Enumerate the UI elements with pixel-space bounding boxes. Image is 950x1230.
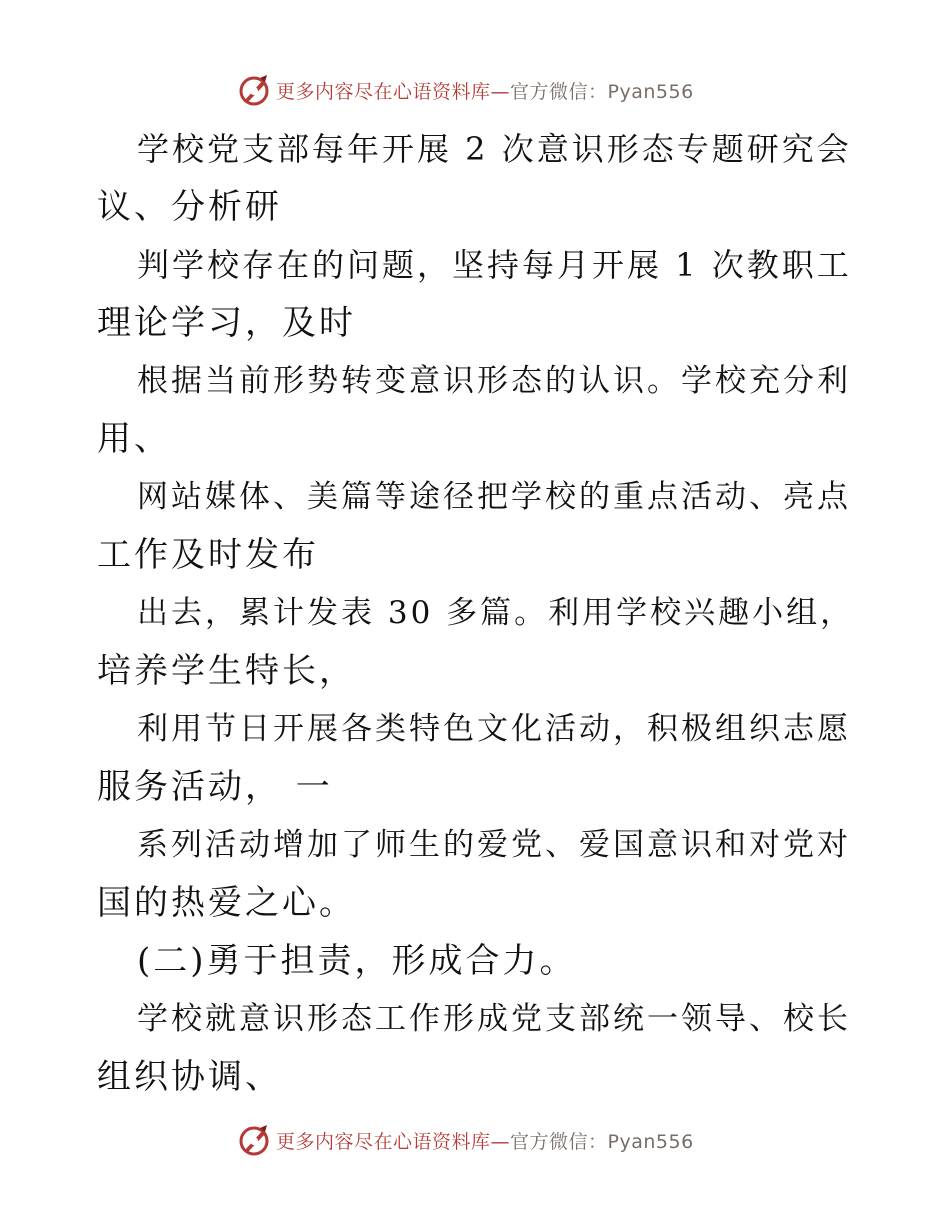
text-line: 网站媒体、美篇等途径把学校的重点活动、亮点	[137, 479, 851, 515]
text-line: 用、	[97, 419, 171, 459]
text-line: 根据当前形势转变意识形态的认识。学校充分利	[137, 363, 851, 399]
text-line: (二)勇于担责，形成合力。	[137, 941, 577, 981]
footer-watermark	[236, 1120, 694, 1160]
text-line: 判学校存在的问题，坚持每月开展 1 次教职工	[137, 246, 852, 284]
watermark-separator: —	[490, 80, 511, 103]
watermark-separator: —	[490, 1130, 511, 1153]
body-text	[97, 120, 857, 1106]
watermark-site-text: 更多内容尽在心语资料库	[276, 1130, 491, 1153]
watermark-wechat-label: 官方微信：	[510, 1130, 608, 1153]
text-line: 系列活动增加了师生的爱党、爱国意识和对党对	[137, 827, 851, 863]
text-line: 出去，累计发表 30 多篇。利用学校兴趣小组，	[137, 595, 855, 631]
text-line: 学校就意识形态工作形成党支部统一领导、校长	[137, 1001, 851, 1037]
text-line: 利用节日开展各类特色文化活动，积极组织志愿	[137, 711, 851, 747]
text-line: 议、分析研	[97, 187, 282, 227]
text-line: 工作及时发布	[97, 535, 319, 575]
watermark-text	[276, 1127, 694, 1154]
quill-logo-icon	[236, 72, 272, 108]
text-line: 服务活动， 一	[97, 767, 333, 807]
text-line: 组织协调、	[97, 1057, 282, 1097]
text-line: 理论学习，及时	[97, 303, 356, 343]
watermark-site-text: 更多内容尽在心语资料库	[276, 80, 491, 103]
watermark-wechat-id: Pyan556	[607, 80, 694, 103]
watermark-wechat-id: Pyan556	[607, 1130, 694, 1153]
quill-logo-icon	[236, 1122, 272, 1158]
text-line: 培养学生特长，	[97, 651, 356, 691]
watermark-wechat-label: 官方微信：	[510, 80, 608, 103]
watermark-text	[276, 77, 694, 104]
text-line: 国的热爱之心。	[97, 883, 356, 923]
header-watermark	[236, 70, 694, 110]
text-line: 学校党支部每年开展 2 次意识形态专题研究会	[137, 130, 852, 168]
